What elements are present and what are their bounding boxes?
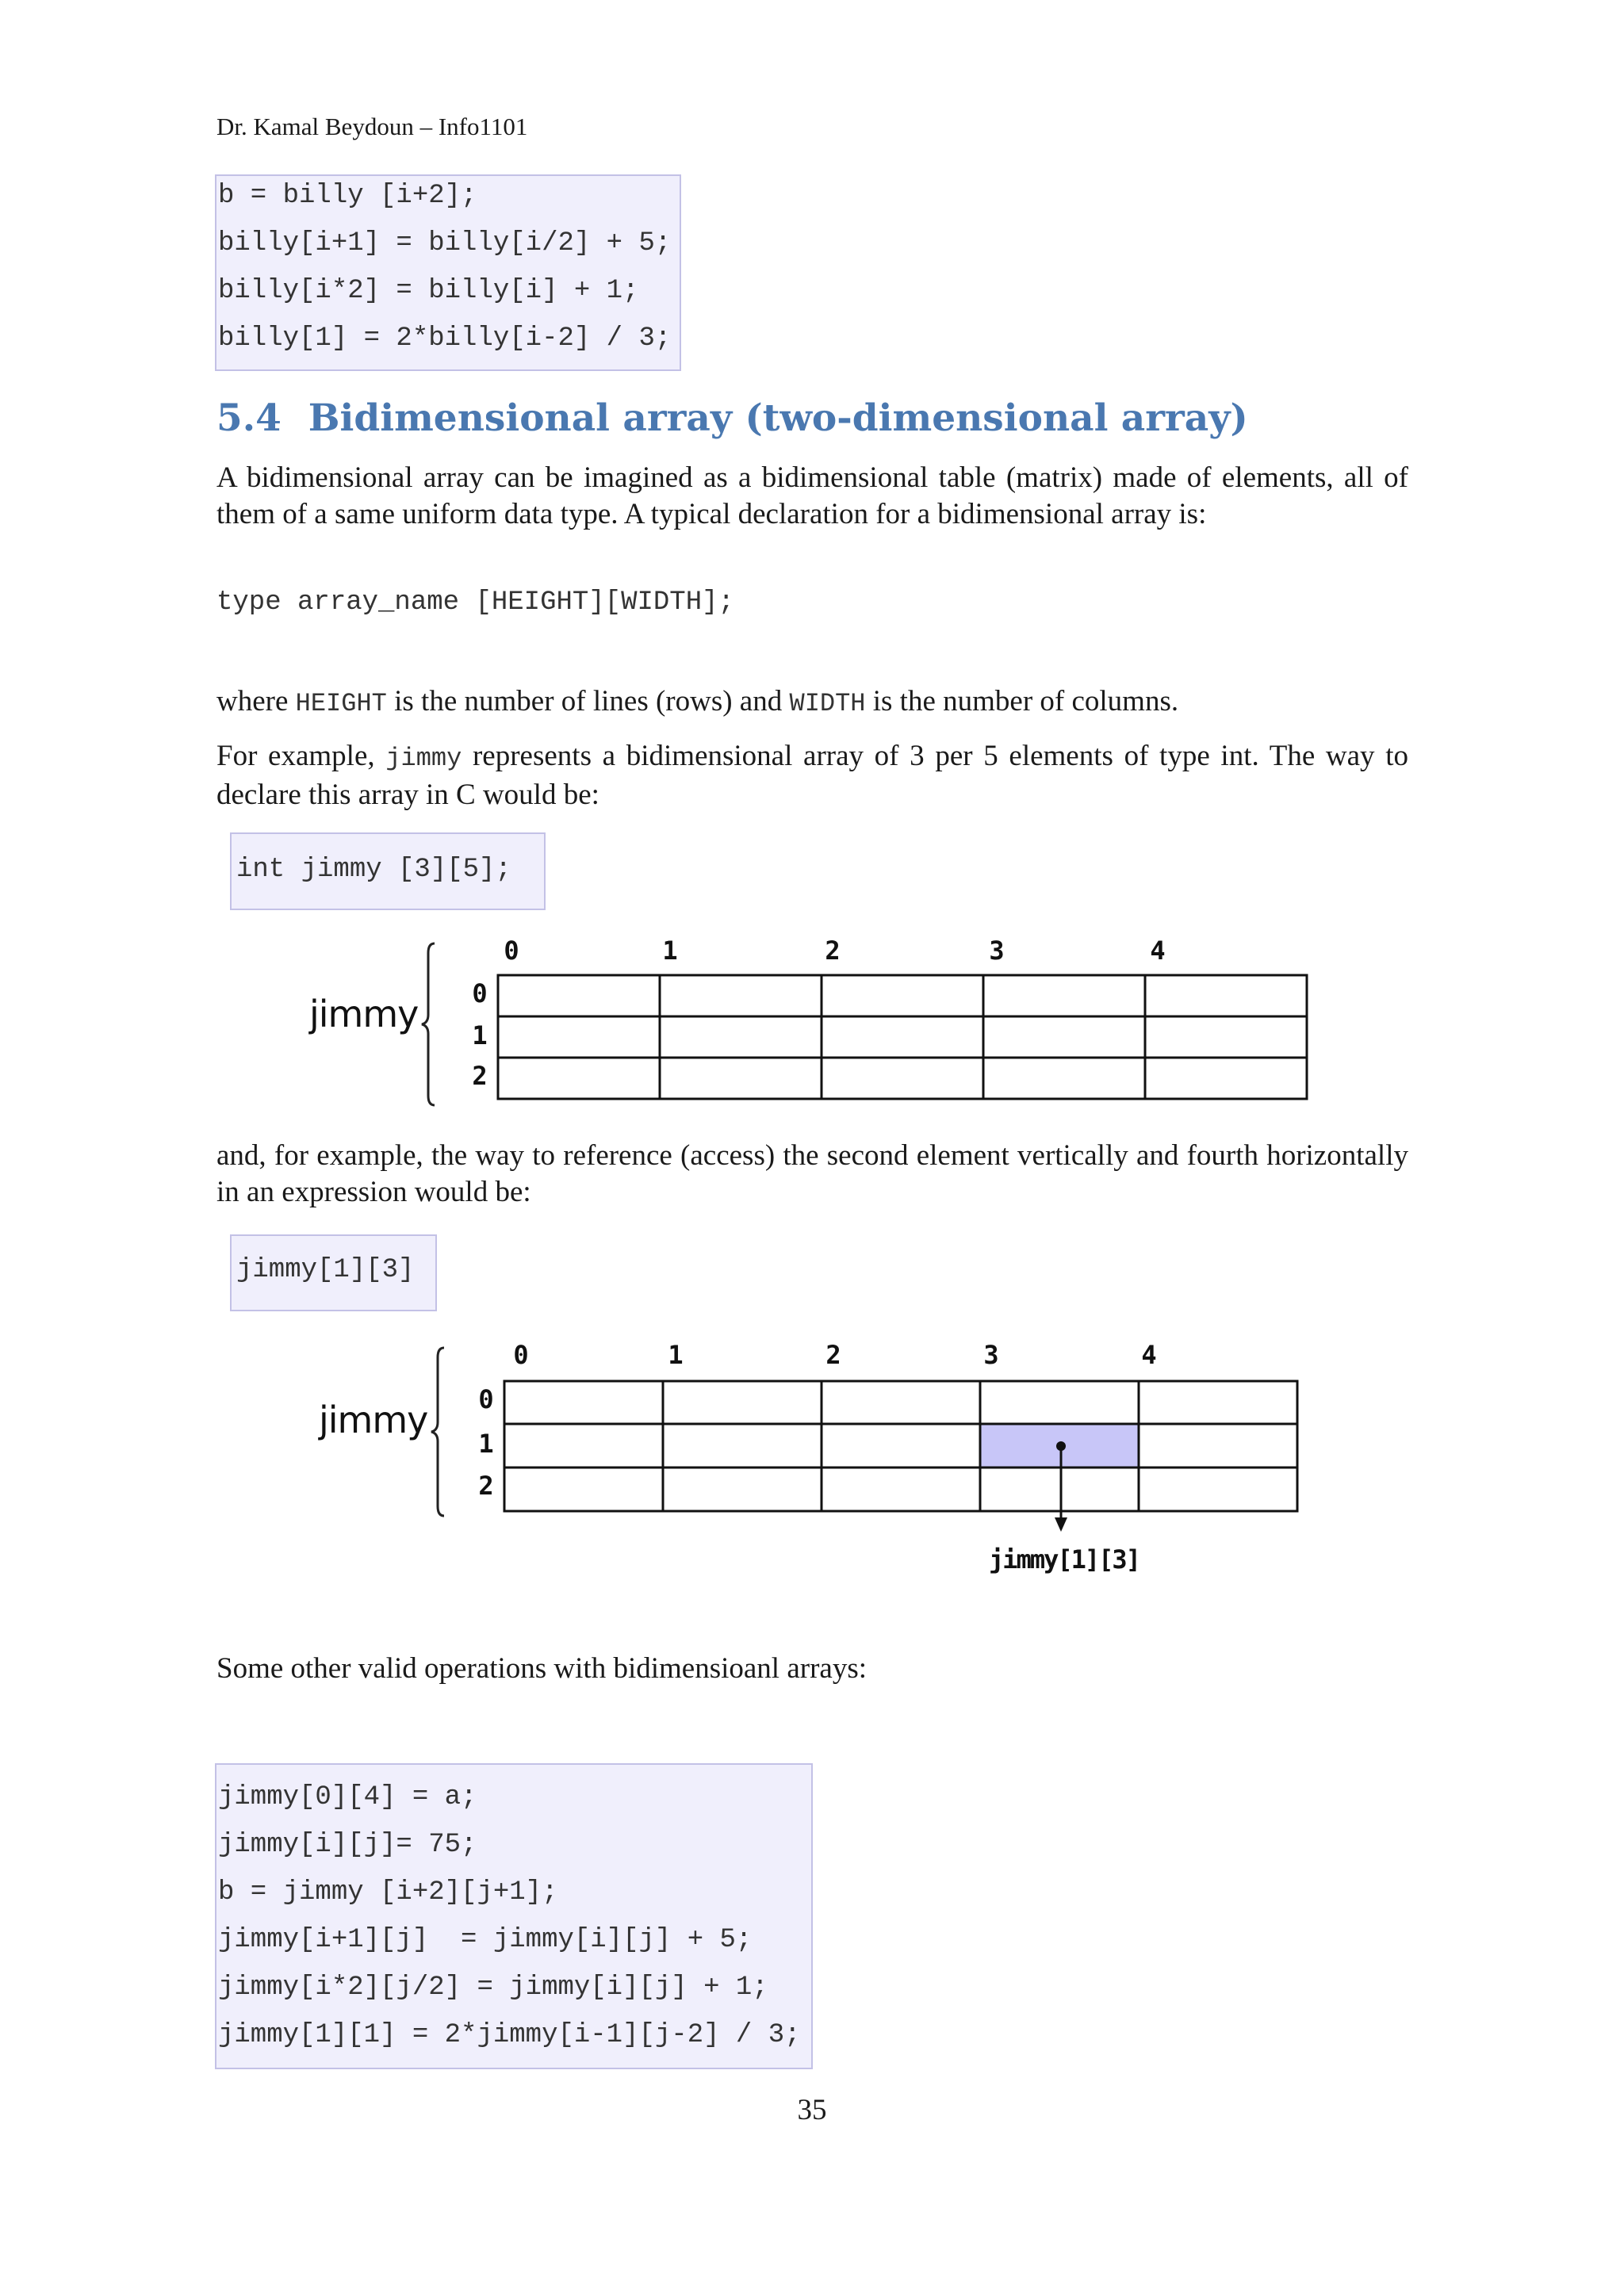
col-label: 4	[1141, 1340, 1157, 1370]
text-fragment: where	[216, 685, 296, 718]
row-label: 0	[472, 978, 488, 1008]
section-heading	[216, 396, 1248, 440]
code-block-declaration	[230, 832, 546, 910]
row-label: 1	[472, 1020, 488, 1050]
brace-icon	[419, 942, 450, 1107]
array-label: jimmy	[319, 1399, 428, 1441]
brace-icon	[428, 1346, 460, 1517]
code-line: billy[1] = 2*billy[i-2] / 3;	[218, 323, 672, 354]
row-label: 2	[472, 1061, 488, 1091]
row-label: 1	[478, 1429, 494, 1459]
array-diagram-1	[301, 936, 1332, 1110]
text-fragment: is the number of lines (rows) and	[386, 685, 790, 718]
col-label: 2	[825, 936, 841, 966]
code-line: jimmy[i][j]= 75;	[218, 1830, 477, 1860]
other-ops-sentence: Some other valid operations with bidimensioanl arrays:	[216, 1652, 867, 1685]
example-sentence	[216, 738, 1408, 813]
row-label: 0	[478, 1384, 494, 1414]
col-label: 0	[504, 936, 519, 966]
section-title: Bidimensional array (two-dimensional array)	[308, 396, 1248, 440]
inline-code-height: HEIGHT	[295, 689, 387, 718]
section-number: 5.4	[216, 396, 282, 440]
inline-code-width: WIDTH	[789, 689, 866, 718]
array-grid-2	[503, 1380, 1299, 1513]
code-line: b = billy [i+2];	[218, 181, 477, 211]
col-label: 2	[825, 1340, 841, 1370]
inline-code-jimmy: jimmy	[385, 744, 462, 773]
col-label: 1	[662, 936, 678, 966]
code-line: jimmy[1][3]	[236, 1255, 415, 1285]
col-label: 4	[1150, 936, 1166, 966]
code-block-billy	[215, 174, 681, 371]
intro-paragraph: A bidimensional array can be imagined as a bidimensional table (matrix) made of elements, all of them of a same uniform data type. A typical declaration for a bidimensional array is:	[216, 461, 1408, 530]
col-label: 1	[668, 1340, 684, 1370]
where-sentence	[216, 683, 1178, 722]
code-block-operations	[215, 1763, 813, 2069]
access-sentence: and, for example, the way to reference (access) the second element vertically and fourth horizontally in an expression would be:	[216, 1139, 1408, 1208]
page-number: 35	[797, 2094, 827, 2126]
array-grid-1	[496, 974, 1308, 1100]
code-line: b = jimmy [i+2][j+1];	[218, 1877, 558, 1908]
code-block-access	[230, 1234, 437, 1311]
code-line: jimmy[0][4] = a;	[218, 1782, 477, 1812]
col-label: 3	[989, 936, 1005, 966]
code-line: jimmy[1][1] = 2*jimmy[i-1][j-2] / 3;	[218, 2020, 801, 2050]
row-label: 2	[478, 1471, 494, 1501]
code-line: billy[i*2] = billy[i] + 1;	[218, 276, 639, 306]
text-fragment: For example,	[216, 740, 386, 772]
array-label: jimmy	[309, 993, 419, 1035]
code-line: jimmy[i+1][j] = jimmy[i][j] + 5;	[218, 1925, 753, 1955]
pointer-label: jimmy[1][3]	[989, 1544, 1139, 1575]
code-line: jimmy[i*2][j/2] = jimmy[i][j] + 1;	[218, 1973, 768, 2003]
code-line: int jimmy [3][5];	[236, 855, 511, 885]
pointer-arrow-icon	[1045, 1438, 1077, 1533]
text-fragment: is the number of columns.	[865, 685, 1179, 718]
col-label: 3	[983, 1340, 999, 1370]
declaration-code: type array_name [HEIGHT][WIDTH];	[216, 587, 734, 618]
code-line: billy[i+1] = billy[i/2] + 5;	[218, 228, 672, 258]
text-fragment: represents a bidimensional array of 3 per 5 elements of type int. The way to declare this array in C would be:	[216, 740, 1408, 811]
col-label: 0	[513, 1340, 529, 1370]
page-header: Dr. Kamal Beydoun – Info1101	[216, 113, 528, 140]
array-diagram-2	[311, 1340, 1342, 1594]
